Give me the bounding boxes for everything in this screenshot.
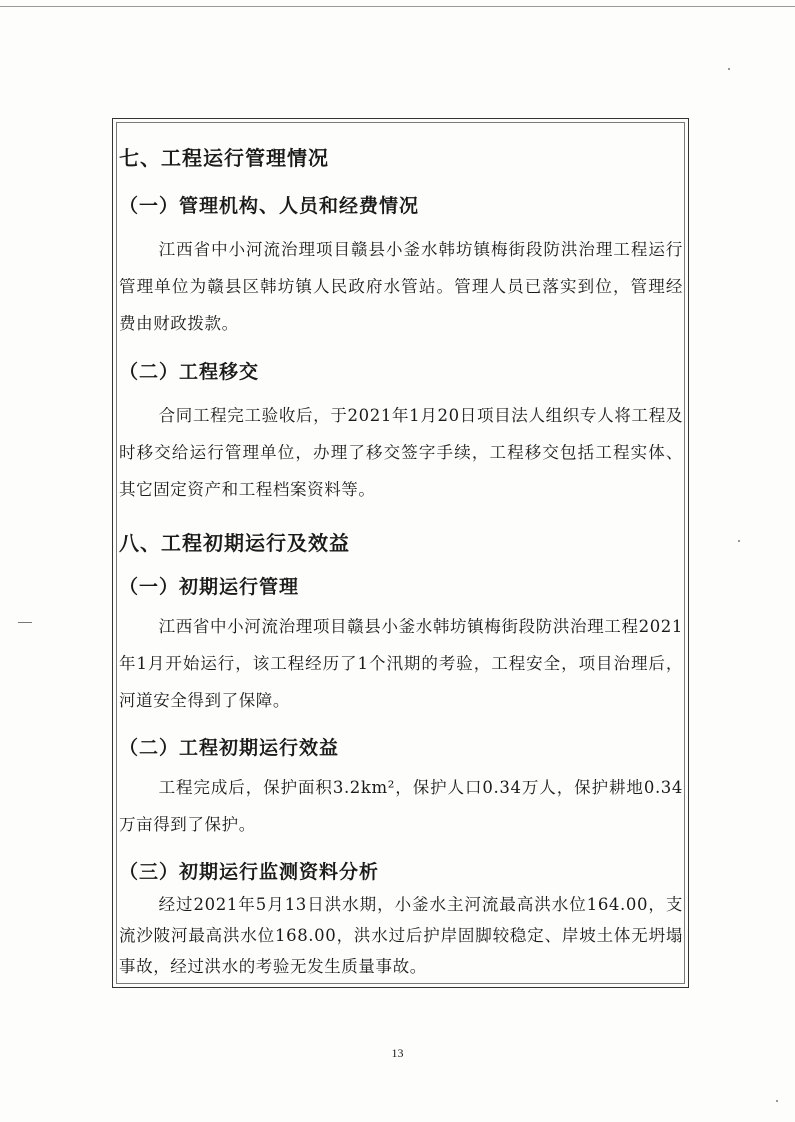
subsection-heading: （一）初期运行管理 <box>119 576 300 598</box>
subsection-heading: （二）工程移交 <box>119 361 260 383</box>
section-heading: 七、工程运行管理情况 <box>119 146 329 170</box>
section-heading: 八、工程初期运行及效益 <box>119 531 350 555</box>
document-body <box>119 143 683 982</box>
page-number: 13 <box>391 1046 404 1060</box>
scan-speck <box>728 68 730 70</box>
paragraph: 经过2021年5月13日洪水期，小釜水主河流最高洪水位164.00，支流沙陂河最高洪水位168.00，洪水过后护岸固脚较稳定、岸坡土体无坍塌事故，经过洪水的考验无发生质量事故。 <box>119 895 683 976</box>
scan-speck <box>18 622 32 623</box>
paragraph: 江西省中小河流治理项目赣县小釜水韩坊镇梅街段防洪治理工程运行管理单位为赣县区韩坊镇人民政府水管站。管理人员已落实到位，管理经费由财政拨款。 <box>119 240 683 333</box>
scan-speck <box>738 540 740 542</box>
paragraph: 合同工程完工验收后，于2021年1月20日项目法人组织专人将工程及时移交给运行管理单位，办理了移交签字手续，工程移交包括工程实体、其它固定资产和工程档案资料等。 <box>119 406 683 499</box>
section-operation-management <box>119 143 683 508</box>
paragraph: 工程完成后，保护面积3.2km²，保护人口0.34万人，保护耕地0.34万亩得到了保护。 <box>119 778 683 834</box>
subsection-heading: （一）管理机构、人员和经费情况 <box>119 195 420 217</box>
subsection-heading: （三）初期运行监测资料分析 <box>119 861 380 883</box>
paragraph: 江西省中小河流治理项目赣县小釜水韩坊镇梅街段防洪治理工程2021年1月开始运行，该工程经历了1个汛期的考验，工程安全，项目治理后，河道安全得到了保障。 <box>119 617 683 710</box>
scan-speck <box>776 1100 778 1102</box>
section-initial-operation <box>119 528 683 982</box>
subsection-heading: （二）工程初期运行效益 <box>119 737 340 759</box>
scan-edge-line <box>0 0 795 7</box>
